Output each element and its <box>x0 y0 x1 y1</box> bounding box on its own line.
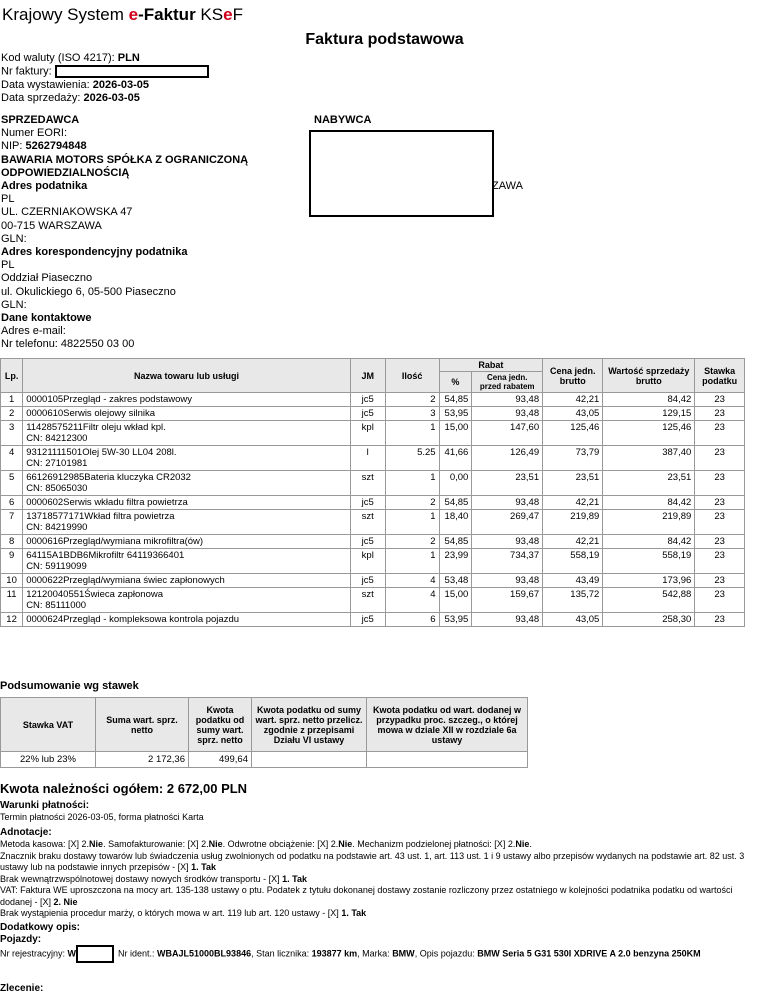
sum-col-tax: Kwota podatku od sumy wart. sprz. netto <box>189 698 252 752</box>
item-lp: 9 <box>1 549 23 574</box>
item-gross-value: 23,51 <box>603 471 695 496</box>
item-row <box>1 588 745 613</box>
item-row <box>1 510 745 535</box>
item-unit-price: 23,51 <box>543 471 603 496</box>
item-cn-code: CN: 59119099 <box>26 561 87 572</box>
item-vat: 23 <box>695 421 745 446</box>
item-name <box>23 535 351 549</box>
summary-heading: Podsumowanie wg stawek <box>0 680 139 692</box>
item-discount-pct: 53,95 <box>439 613 472 627</box>
seller-city: 00-715 WARSZAWA <box>1 219 102 232</box>
seller-phone: Nr telefonu: 4822550 03 00 <box>1 338 135 351</box>
item-qty: 2 <box>385 393 439 407</box>
item-unit: jc5 <box>350 496 385 510</box>
item-lp: 5 <box>1 471 23 496</box>
item-name-text: 64115A1BDB6Mikrofiltr 64119366401 <box>26 550 185 561</box>
seller-corr-country: PL <box>1 259 15 272</box>
item-price-before: 159,67 <box>472 588 543 613</box>
item-vat: 23 <box>695 588 745 613</box>
col-discount-pct: % <box>439 372 472 393</box>
item-name-text: 0000624Przegląd - kompleksowa kontrola pojazdu <box>26 614 240 625</box>
annotation-line-1: Metoda kasowa: [X] 2.Nie. Samofakturowanie: [X] 2.Nie. Odwrotne obciążenie: [X] 2.Nie. Mechanizm podzielonej płatności: [X] 2.Nie. <box>0 839 532 849</box>
item-name-text: 66126912985Bateria kluczyka CR2032 <box>26 472 191 483</box>
seller-corr-heading: Adres korespondencyjny podatnika <box>1 246 188 259</box>
col-unit: JM <box>350 359 385 393</box>
item-lp: 3 <box>1 421 23 446</box>
item-unit: l <box>350 446 385 471</box>
item-vat: 23 <box>695 407 745 421</box>
item-name <box>23 613 351 627</box>
item-unit: kpl <box>350 421 385 446</box>
item-lp: 8 <box>1 535 23 549</box>
col-gross-value: Wartość sprzedaży brutto <box>603 359 695 393</box>
item-price-before: 93,48 <box>472 496 543 510</box>
additional-heading: Dodatkowy opis: <box>0 922 81 933</box>
item-discount-pct: 53,48 <box>439 574 472 588</box>
col-qty: Ilość <box>385 359 439 393</box>
system-brand <box>2 5 243 25</box>
payment-text: Termin płatności 2026-03-05, forma płatności Karta <box>0 812 204 822</box>
item-discount-pct: 53,95 <box>439 407 472 421</box>
item-row <box>1 535 745 549</box>
item-qty: 1 <box>385 421 439 446</box>
item-row <box>1 407 745 421</box>
item-name-text: 0000602Serwis wkładu filtra powietrza <box>26 497 188 508</box>
item-gross-value: 129,15 <box>603 407 695 421</box>
item-discount-pct: 54,85 <box>439 496 472 510</box>
item-name <box>23 407 351 421</box>
item-cn-code: CN: 84219990 <box>26 522 88 533</box>
item-unit-price: 42,21 <box>543 496 603 510</box>
item-unit-price: 135,72 <box>543 588 603 613</box>
seller-street: UL. CZERNIAKOWSKA 47 <box>1 206 133 219</box>
annotation-line-4: VAT: Faktura WE uproszczona na mocy art. 135-138 ustawy o ptu. Podatek z tytułu dokonanej dostawy zostanie rozliczony przez ostatniego w kolejności podatnika podatku od wartości dodanej - [X] 2. Nie <box>0 885 733 907</box>
item-row <box>1 446 745 471</box>
item-name <box>23 496 351 510</box>
item-discount-pct: 0,00 <box>439 471 472 496</box>
item-unit-price: 219,89 <box>543 510 603 535</box>
sum-rate: 22% lub 23% <box>1 752 96 768</box>
seller-block <box>1 114 248 352</box>
item-lp: 2 <box>1 407 23 421</box>
item-price-before: 93,48 <box>472 613 543 627</box>
item-qty: 1 <box>385 549 439 574</box>
item-lp: 6 <box>1 496 23 510</box>
redacted-buyer-box <box>309 130 494 217</box>
item-lp: 7 <box>1 510 23 535</box>
seller-eori: Numer EORI: <box>1 127 68 140</box>
item-qty: 3 <box>385 407 439 421</box>
sum-col-net: Suma wart. sprz. netto <box>96 698 189 752</box>
col-vat-rate: Stawka podatku <box>695 359 745 393</box>
col-name: Nazwa towaru lub usługi <box>23 359 351 393</box>
col-discount-price: Cena jedn. przed rabatem <box>472 372 543 393</box>
issue-date-line: Data wystawienia: 2026-03-05 <box>1 79 149 91</box>
item-qty: 4 <box>385 574 439 588</box>
item-price-before: 23,51 <box>472 471 543 496</box>
item-gross-value: 387,40 <box>603 446 695 471</box>
vehicles-heading: Pojazdy: <box>0 934 42 945</box>
seller-name-1: BAWARIA MOTORS SPÓŁKA Z OGRANICZONĄ <box>1 153 249 166</box>
item-discount-pct: 54,85 <box>439 535 472 549</box>
item-cn-code: CN: 85065030 <box>26 483 88 494</box>
sum-col-rate: Stawka VAT <box>1 698 96 752</box>
item-row <box>1 613 745 627</box>
item-name <box>23 549 351 574</box>
invoice-title: Faktura podstawowa <box>305 31 464 48</box>
item-vat: 23 <box>695 535 745 549</box>
item-unit: jc5 <box>350 613 385 627</box>
item-name <box>23 421 351 446</box>
item-qty: 2 <box>385 535 439 549</box>
item-unit: jc5 <box>350 535 385 549</box>
item-gross-value: 558,19 <box>603 549 695 574</box>
item-name-text: 0000105Przegląd - zakres podstawowy <box>26 394 193 405</box>
item-discount-pct: 41,66 <box>439 446 472 471</box>
order-heading: Zlecenie: <box>0 983 44 994</box>
annotations-heading: Adnotacje: <box>0 827 52 838</box>
item-name-text: 12120040551Świeca zapłonowa <box>26 589 163 600</box>
item-unit: jc5 <box>350 393 385 407</box>
item-unit: szt <box>350 510 385 535</box>
seller-address-heading: Adres podatnika <box>1 180 88 193</box>
item-qty: 4 <box>385 588 439 613</box>
item-row <box>1 471 745 496</box>
item-name <box>23 574 351 588</box>
brand-ks: KS <box>200 5 224 24</box>
item-qty: 2 <box>385 496 439 510</box>
item-vat: 23 <box>695 496 745 510</box>
summary-table <box>0 697 528 768</box>
currency-line: Kod waluty (ISO 4217): PLN <box>1 52 140 64</box>
item-unit-price: 125,46 <box>543 421 603 446</box>
item-discount-pct: 23,99 <box>439 549 472 574</box>
item-unit: jc5 <box>350 407 385 421</box>
item-lp: 4 <box>1 446 23 471</box>
item-price-before: 93,48 <box>472 535 543 549</box>
item-qty: 6 <box>385 613 439 627</box>
item-row <box>1 549 745 574</box>
col-lp: Lp. <box>1 359 23 393</box>
seller-corr-gln: GLN: <box>1 298 27 311</box>
redacted-invoice-number <box>55 65 209 78</box>
item-cn-code: CN: 27101981 <box>26 458 88 469</box>
item-row <box>1 393 745 407</box>
item-unit-price: 43,05 <box>543 407 603 421</box>
seller-corr-line2: ul. Okulickiego 6, 05-500 Piaseczno <box>1 285 176 298</box>
seller-contact-heading: Dane kontaktowe <box>1 312 92 325</box>
seller-country: PL <box>1 193 15 206</box>
item-gross-value: 219,89 <box>603 510 695 535</box>
item-name <box>23 446 351 471</box>
total-amount: Kwota należności ogółem: 2 672,00 PLN <box>0 781 248 796</box>
seller-nip: NIP: 5262794848 <box>1 140 87 153</box>
brand-prefix: Krajowy System <box>2 5 129 24</box>
item-price-before: 93,48 <box>472 407 543 421</box>
item-lp: 1 <box>1 393 23 407</box>
seller-email: Adres e-mail: <box>1 325 66 338</box>
item-discount-pct: 54,85 <box>439 393 472 407</box>
item-name-text: 13718577171Wkład filtra powietrza <box>26 511 175 522</box>
item-vat: 23 <box>695 471 745 496</box>
item-discount-pct: 18,40 <box>439 510 472 535</box>
seller-heading: SPRZEDAWCA <box>1 114 80 126</box>
item-unit: szt <box>350 588 385 613</box>
item-unit: szt <box>350 471 385 496</box>
col-discount: Rabat <box>439 359 543 372</box>
summary-row <box>1 752 528 768</box>
item-gross-value: 84,42 <box>603 535 695 549</box>
item-gross-value: 542,88 <box>603 588 695 613</box>
item-unit-price: 43,49 <box>543 574 603 588</box>
item-price-before: 147,60 <box>472 421 543 446</box>
item-lp: 11 <box>1 588 23 613</box>
item-price-before: 269,47 <box>472 510 543 535</box>
item-gross-value: 258,30 <box>603 613 695 627</box>
item-unit-price: 73,79 <box>543 446 603 471</box>
buyer-city-partial: ZAWA <box>492 180 523 192</box>
item-name <box>23 510 351 535</box>
sum-col-tax-xii: Kwota podatku od wart. dodanej w przypadku proc. szczeg., o której mowa w dziale XII w rozdziale 6a ustawy <box>367 698 528 752</box>
item-gross-value: 84,42 <box>603 496 695 510</box>
item-unit-price: 42,21 <box>543 393 603 407</box>
brand-ksef-e: e <box>223 5 233 24</box>
buyer-heading: NABYWCA <box>314 114 372 126</box>
annotation-line-3: Brak wewnątrzwspólnotowej dostawy nowych środków transportu - [X] 1. Tak <box>0 873 307 884</box>
item-unit-price: 42,21 <box>543 535 603 549</box>
item-qty: 1 <box>385 471 439 496</box>
item-vat: 23 <box>695 549 745 574</box>
item-qty: 5.25 <box>385 446 439 471</box>
annotations-block <box>0 839 760 920</box>
seller-gln: GLN: <box>1 232 27 245</box>
item-row <box>1 574 745 588</box>
sum-net: 2 172,36 <box>96 752 189 768</box>
brand-e: e <box>128 5 139 24</box>
item-lp: 12 <box>1 613 23 627</box>
item-lp: 10 <box>1 574 23 588</box>
item-name-text: 0000616Przegląd/wymiana mikrofiltra(ów) <box>26 536 204 547</box>
items-table <box>0 358 745 627</box>
item-name-text: 11428575211Filtr oleju wkład kpl. <box>26 422 166 433</box>
sum-tax-xii <box>367 752 528 768</box>
col-unit-price: Cena jedn. brutto <box>543 359 603 393</box>
sum-tax: 499,64 <box>189 752 252 768</box>
redacted-registration <box>76 945 114 963</box>
item-name <box>23 393 351 407</box>
payment-heading: Warunki płatności: <box>0 800 90 811</box>
item-name <box>23 588 351 613</box>
seller-name-2: ODPOWIEDZIALNOŚCIĄ <box>1 166 130 179</box>
item-discount-pct: 15,00 <box>439 588 472 613</box>
item-vat: 23 <box>695 393 745 407</box>
item-discount-pct: 15,00 <box>439 421 472 446</box>
item-unit-price: 558,19 <box>543 549 603 574</box>
annotation-line-2: Znacznik braku dostawy towarów lub świadczenia usług zwolnionych od podatku na podstawie art. 43 ust. 1, art. 113 ust. 1 i 9 ustawy albo przepisów wydanych na podstawie art. 82 ust. 3 ustawy lub na podstawie innych przepisów - [X] 1. Tak <box>0 850 745 872</box>
invoice-number-line: Nr faktury: <box>1 65 209 78</box>
seller-corr-line1: Oddział Piaseczno <box>1 272 93 285</box>
brand-faktur: -Faktur <box>138 5 196 24</box>
item-vat: 23 <box>695 574 745 588</box>
item-price-before: 734,37 <box>472 549 543 574</box>
sum-col-tax-vi: Kwota podatku od sumy wart. sprz. netto przelicz. zgodnie z przepisami Działu VI ustawy <box>252 698 367 752</box>
brand-f: F <box>232 5 243 24</box>
item-qty: 1 <box>385 510 439 535</box>
item-name-text: 93121111501Olej 5W-30 LL04 208l. <box>26 447 177 458</box>
item-gross-value: 173,96 <box>603 574 695 588</box>
item-row <box>1 496 745 510</box>
item-unit: kpl <box>350 549 385 574</box>
item-price-before: 93,48 <box>472 574 543 588</box>
annotation-line-5: Brak wystąpienia procedur marży, o których mowa w art. 119 lub art. 120 ustawy - [X] 1. Tak <box>0 908 367 918</box>
item-price-before: 93,48 <box>472 393 543 407</box>
sum-tax-vi <box>252 752 367 768</box>
item-gross-value: 125,46 <box>603 421 695 446</box>
item-vat: 23 <box>695 613 745 627</box>
item-gross-value: 84,42 <box>603 393 695 407</box>
item-unit-price: 43,05 <box>543 613 603 627</box>
vehicle-line: Nr rejestracyjny: W Nr ident.: WBAJL51000BL93846, Stan licznika: 193877 km, Marka: BMW, Opis pojazdu: BMW Seria 5 G31 530I XDRIVE A 2.0 benzyna 250KM <box>0 945 760 963</box>
sale-date-line: Data sprzedaży: 2026-03-05 <box>1 92 140 104</box>
item-name <box>23 471 351 496</box>
item-name-text: 0000622Przegląd/wymiana świec zapłonowych <box>26 575 225 586</box>
item-vat: 23 <box>695 446 745 471</box>
item-price-before: 126,49 <box>472 446 543 471</box>
item-cn-code: CN: 84212300 <box>26 433 88 444</box>
item-name-text: 0000610Serwis olejowy silnika <box>26 408 156 419</box>
item-unit: jc5 <box>350 574 385 588</box>
item-row <box>1 421 745 446</box>
item-cn-code: CN: 85111000 <box>26 600 87 611</box>
item-vat: 23 <box>695 510 745 535</box>
